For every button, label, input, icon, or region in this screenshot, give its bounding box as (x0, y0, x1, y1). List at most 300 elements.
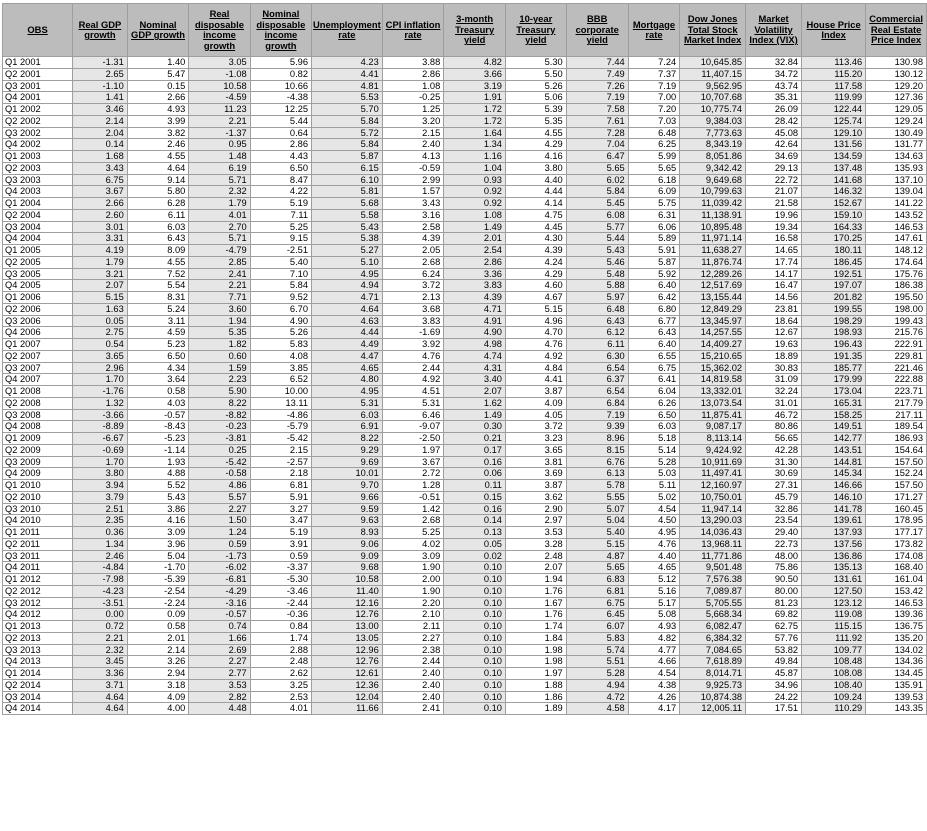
table-cell: 4.09 (127, 691, 189, 703)
table-cell: 5.10 (312, 256, 383, 268)
table-cell: 4.98 (444, 339, 506, 351)
table-cell: 108.48 (802, 656, 866, 668)
row-label: Q3 2008 (3, 409, 73, 421)
table-cell: 11,771.86 (680, 550, 746, 562)
row-label: Q2 2007 (3, 350, 73, 362)
table-cell: 6.31 (628, 209, 680, 221)
table-cell: 2.07 (73, 280, 128, 292)
table-row (3, 691, 927, 703)
table-cell: 2.44 (382, 362, 444, 374)
column-header: Mortgage rate (628, 4, 680, 57)
table-cell: 3.80 (505, 162, 566, 174)
table-cell: 45.79 (746, 491, 802, 503)
table-cell: 135.20 (866, 632, 927, 644)
table-cell: 8.93 (312, 527, 383, 539)
table-cell: 3.87 (505, 386, 566, 398)
table-cell: 6,082.47 (680, 621, 746, 633)
table-cell: 34.96 (746, 679, 802, 691)
table-cell: 222.91 (866, 339, 927, 351)
table-row (3, 386, 927, 398)
table-cell: 0.10 (444, 597, 506, 609)
table-row (3, 221, 927, 233)
table-cell: 3.96 (127, 538, 189, 550)
table-cell: 2.97 (505, 515, 566, 527)
table-cell: 4.94 (566, 679, 628, 691)
table-cell: 3.27 (250, 503, 311, 515)
table-cell: 5.26 (250, 327, 311, 339)
table-cell: 130.98 (866, 57, 927, 69)
table-cell: 5.15 (566, 538, 628, 550)
table-cell: 7.04 (566, 139, 628, 151)
table-cell: -8.43 (127, 421, 189, 433)
table-cell: 12.04 (312, 691, 383, 703)
table-cell: 198.29 (802, 315, 866, 327)
table-cell: 5.84 (250, 280, 311, 292)
table-cell: 2.00 (382, 574, 444, 586)
table-cell: 3.09 (127, 527, 189, 539)
table-cell: 3.31 (73, 233, 128, 245)
table-cell: -0.25 (382, 92, 444, 104)
table-cell: 157.50 (866, 480, 927, 492)
table-cell: 2.85 (189, 256, 250, 268)
table-cell: 192.51 (802, 268, 866, 280)
table-cell: 1.90 (382, 585, 444, 597)
table-cell: 154.64 (866, 444, 927, 456)
table-cell: 3.11 (127, 315, 189, 327)
table-cell: 6.43 (127, 233, 189, 245)
table-cell: 0.02 (444, 550, 506, 562)
table-row (3, 515, 927, 527)
table-cell: 2.77 (189, 668, 250, 680)
table-row (3, 609, 927, 621)
table-cell: 5.58 (312, 209, 383, 221)
table-cell: 5.80 (127, 186, 189, 198)
table-cell: 2.96 (73, 362, 128, 374)
table-cell: -6.67 (73, 433, 128, 445)
table-cell: 11.23 (189, 104, 250, 116)
table-cell: 11,875.41 (680, 409, 746, 421)
table-cell: 45.87 (746, 668, 802, 680)
table-cell: 2.90 (505, 503, 566, 515)
column-header: Commercial Real Estate Price Index (866, 4, 927, 57)
table-row (3, 209, 927, 221)
table-cell: 119.99 (802, 92, 866, 104)
table-cell: 0.93 (444, 174, 506, 186)
table-cell: 5.65 (628, 162, 680, 174)
table-cell: -0.51 (382, 491, 444, 503)
table-cell: 5.74 (566, 644, 628, 656)
row-label: Q1 2014 (3, 668, 73, 680)
table-cell: 143.52 (866, 209, 927, 221)
table-cell: 10.58 (312, 574, 383, 586)
table-cell: 6.70 (250, 303, 311, 315)
table-cell: 13,332.01 (680, 386, 746, 398)
table-cell: 4.71 (444, 303, 506, 315)
table-cell: -0.57 (189, 609, 250, 621)
table-cell: 115.20 (802, 68, 866, 80)
table-cell: 4.29 (505, 268, 566, 280)
table-cell: 12,289.26 (680, 268, 746, 280)
table-cell: 139.61 (802, 515, 866, 527)
table-cell: 195.50 (866, 292, 927, 304)
table-cell: 139.53 (866, 691, 927, 703)
table-cell: -1.70 (127, 562, 189, 574)
row-label: Q4 2008 (3, 421, 73, 433)
table-cell: 9.29 (312, 444, 383, 456)
table-cell: 2.35 (73, 515, 128, 527)
table-cell: 0.13 (444, 527, 506, 539)
table-cell: -5.79 (250, 421, 311, 433)
table-cell: 14.56 (746, 292, 802, 304)
row-label: Q4 2005 (3, 280, 73, 292)
table-cell: 2.21 (189, 115, 250, 127)
table-cell: 2.21 (73, 632, 128, 644)
row-label: Q4 2003 (3, 186, 73, 198)
table-row (3, 480, 927, 492)
row-label: Q3 2006 (3, 315, 73, 327)
table-cell: 6.52 (250, 374, 311, 386)
row-label: Q4 2007 (3, 374, 73, 386)
table-cell: 217.79 (866, 397, 927, 409)
table-cell: 9,384.03 (680, 115, 746, 127)
table-cell: -2.50 (382, 433, 444, 445)
table-cell: 222.88 (866, 374, 927, 386)
table-cell: 5.44 (566, 233, 628, 245)
table-cell: 12,517.69 (680, 280, 746, 292)
table-cell: 141.68 (802, 174, 866, 186)
column-header: BBB corporate yield (566, 4, 628, 57)
table-cell: 12,160.97 (680, 480, 746, 492)
table-cell: 6.75 (73, 174, 128, 186)
macro-scenario-table (2, 3, 927, 715)
table-cell: 2.72 (382, 468, 444, 480)
table-cell: 145.34 (802, 468, 866, 480)
table-cell: 7.00 (628, 92, 680, 104)
table-cell: 5.35 (189, 327, 250, 339)
table-cell: 3.26 (127, 656, 189, 668)
row-label: Q2 2002 (3, 115, 73, 127)
table-cell: 6.76 (566, 456, 628, 468)
row-label: Q1 2009 (3, 433, 73, 445)
table-cell: 9.06 (312, 538, 383, 550)
column-header: OBS (3, 4, 73, 57)
table-cell: 5.46 (566, 256, 628, 268)
table-cell: 196.43 (802, 339, 866, 351)
table-cell: 0.10 (444, 574, 506, 586)
table-cell: 4.23 (312, 57, 383, 69)
table-row (3, 256, 927, 268)
table-cell: 175.76 (866, 268, 927, 280)
table-cell: 4.09 (505, 397, 566, 409)
table-cell: 9.69 (312, 456, 383, 468)
table-cell: 3.68 (382, 303, 444, 315)
table-cell: 0.15 (127, 80, 189, 92)
table-cell: 10,775.74 (680, 104, 746, 116)
table-cell: 215.76 (866, 327, 927, 339)
row-label: Q4 2002 (3, 139, 73, 151)
table-cell: 6.43 (566, 315, 628, 327)
table-row (3, 585, 927, 597)
table-cell: -3.16 (189, 597, 250, 609)
table-cell: 2.86 (382, 68, 444, 80)
table-cell: 5.54 (127, 280, 189, 292)
table-cell: 6.84 (566, 397, 628, 409)
table-cell: -4.86 (250, 409, 311, 421)
table-cell: 0.59 (189, 538, 250, 550)
table-cell: 8,343.19 (680, 139, 746, 151)
table-cell: 7,089.87 (680, 585, 746, 597)
table-cell: 9.68 (312, 562, 383, 574)
table-cell: 8.22 (312, 433, 383, 445)
table-cell: 2.27 (189, 503, 250, 515)
table-cell: 62.75 (746, 621, 802, 633)
table-cell: 134.59 (802, 151, 866, 163)
table-cell: 90.50 (746, 574, 802, 586)
table-cell: 4.39 (505, 245, 566, 257)
table-cell: 174.08 (866, 550, 927, 562)
table-cell: 13,968.11 (680, 538, 746, 550)
table-cell: 0.05 (73, 315, 128, 327)
table-cell: 6.75 (628, 362, 680, 374)
table-cell: 152.24 (866, 468, 927, 480)
column-header: House Price Index (802, 4, 866, 57)
table-cell: 2.58 (382, 221, 444, 233)
table-cell: 4.70 (505, 327, 566, 339)
table-cell: 4.29 (505, 139, 566, 151)
table-cell: 179.99 (802, 374, 866, 386)
table-cell: 9,342.42 (680, 162, 746, 174)
row-label: Q4 2013 (3, 656, 73, 668)
table-row (3, 92, 927, 104)
table-cell: 4.40 (505, 174, 566, 186)
table-cell: 2.66 (127, 92, 189, 104)
table-cell: 1.59 (189, 362, 250, 374)
table-cell: 1.25 (382, 104, 444, 116)
table-cell: 9.39 (566, 421, 628, 433)
table-cell: 5.19 (250, 527, 311, 539)
table-cell: 6.18 (628, 174, 680, 186)
table-cell: 32.84 (746, 57, 802, 69)
table-cell: 2.20 (382, 597, 444, 609)
table-cell: 3.36 (444, 268, 506, 280)
table-cell: 4.45 (505, 221, 566, 233)
row-label: Q3 2007 (3, 362, 73, 374)
table-cell: 9,562.95 (680, 80, 746, 92)
table-cell: 6.54 (566, 386, 628, 398)
table-row (3, 550, 927, 562)
table-cell: 0.16 (444, 456, 506, 468)
row-label: Q3 2005 (3, 268, 73, 280)
table-cell: 4.44 (312, 327, 383, 339)
table-cell: 2.10 (382, 609, 444, 621)
table-cell: 191.35 (802, 350, 866, 362)
table-cell: 4.58 (566, 703, 628, 715)
table-row (3, 444, 927, 456)
table-cell: 9.52 (250, 292, 311, 304)
table-cell: 4.95 (312, 268, 383, 280)
table-cell: 143.35 (866, 703, 927, 715)
table-cell: 17.51 (746, 703, 802, 715)
table-cell: 4.63 (312, 315, 383, 327)
table-cell: 3.65 (73, 350, 128, 362)
table-cell: 10.01 (312, 468, 383, 480)
table-cell: 3.05 (189, 57, 250, 69)
table-cell: 127.50 (802, 585, 866, 597)
table-cell: 5.25 (250, 221, 311, 233)
table-cell: 0.54 (73, 339, 128, 351)
table-cell: 11,138.91 (680, 209, 746, 221)
table-cell: 10,799.63 (680, 186, 746, 198)
table-cell: 198.00 (866, 303, 927, 315)
row-label: Q3 2014 (3, 691, 73, 703)
table-row (3, 491, 927, 503)
table-cell: 4.02 (382, 538, 444, 550)
table-cell: 0.10 (444, 691, 506, 703)
table-cell: 14,819.58 (680, 374, 746, 386)
table-cell: 168.40 (866, 562, 927, 574)
table-cell: 173.82 (866, 538, 927, 550)
table-cell: 0.58 (127, 386, 189, 398)
table-cell: 5.08 (628, 609, 680, 621)
table-cell: 5.07 (566, 503, 628, 515)
table-cell: 6.06 (628, 221, 680, 233)
table-cell: -0.57 (127, 409, 189, 421)
table-cell: 0.92 (444, 186, 506, 198)
table-cell: 2.18 (250, 468, 311, 480)
table-cell: 0.10 (444, 562, 506, 574)
table-cell: 11.40 (312, 585, 383, 597)
table-cell: 3.53 (189, 679, 250, 691)
table-cell: 7.58 (566, 104, 628, 116)
table-cell: 6.02 (566, 174, 628, 186)
table-cell: 1.66 (189, 632, 250, 644)
table-cell: 180.11 (802, 245, 866, 257)
table-cell: 5.43 (566, 245, 628, 257)
table-cell: 2.05 (382, 245, 444, 257)
table-cell: 7.11 (250, 209, 311, 221)
table-cell: -3.81 (189, 433, 250, 445)
table-cell: 1.34 (73, 538, 128, 550)
table-cell: 4.86 (189, 480, 250, 492)
table-cell: -0.23 (189, 421, 250, 433)
row-label: Q3 2004 (3, 221, 73, 233)
table-cell: 2.68 (382, 515, 444, 527)
table-cell: 6.46 (382, 409, 444, 421)
row-label: Q2 2008 (3, 397, 73, 409)
table-cell: 24.22 (746, 691, 802, 703)
row-label: Q4 2012 (3, 609, 73, 621)
table-cell: 5.99 (628, 151, 680, 163)
table-cell: 42.28 (746, 444, 802, 456)
row-label: Q1 2010 (3, 480, 73, 492)
table-cell: -8.82 (189, 409, 250, 421)
table-cell: 3.09 (382, 550, 444, 562)
table-cell: 1.63 (73, 303, 128, 315)
table-cell: 110.29 (802, 703, 866, 715)
table-cell: 146.66 (802, 480, 866, 492)
table-cell: 9.09 (312, 550, 383, 562)
table-cell: 4.55 (127, 151, 189, 163)
table-cell: 3.88 (382, 57, 444, 69)
table-cell: 152.67 (802, 198, 866, 210)
table-cell: -3.46 (250, 585, 311, 597)
table-cell: 3.40 (444, 374, 506, 386)
table-cell: 5.30 (505, 57, 566, 69)
row-label: Q1 2002 (3, 104, 73, 116)
table-cell: 5.28 (566, 668, 628, 680)
table-cell: 6.03 (312, 409, 383, 421)
table-cell: 4.24 (505, 256, 566, 268)
row-label: Q2 2010 (3, 491, 73, 503)
table-cell: 4.94 (312, 280, 383, 292)
table-cell: 5.16 (628, 585, 680, 597)
table-cell: 0.16 (444, 503, 506, 515)
table-cell: 5.12 (628, 574, 680, 586)
table-cell: 8,113.14 (680, 433, 746, 445)
table-cell: 135.93 (866, 162, 927, 174)
table-row (3, 703, 927, 715)
table-cell: 30.83 (746, 362, 802, 374)
row-label: Q1 2012 (3, 574, 73, 586)
table-cell: -1.10 (73, 80, 128, 92)
table-cell: 1.76 (505, 609, 566, 621)
table-cell: 8,051.86 (680, 151, 746, 163)
table-cell: 5.57 (189, 491, 250, 503)
row-label: Q4 2004 (3, 233, 73, 245)
table-cell: -1.69 (382, 327, 444, 339)
table-cell: 12.67 (746, 327, 802, 339)
table-cell: 4.66 (628, 656, 680, 668)
table-cell: 4.84 (505, 362, 566, 374)
table-cell: 153.42 (866, 585, 927, 597)
table-cell: 5.51 (566, 656, 628, 668)
table-cell: 6.42 (628, 292, 680, 304)
table-cell: 129.10 (802, 127, 866, 139)
table-cell: 3.53 (505, 527, 566, 539)
table-cell: 5.19 (250, 198, 311, 210)
table-cell: 4.26 (628, 691, 680, 703)
table-cell: 4.16 (127, 515, 189, 527)
table-cell: 4.65 (312, 362, 383, 374)
table-cell: 9,087.17 (680, 421, 746, 433)
table-cell: 0.10 (444, 644, 506, 656)
table-cell: 0.82 (250, 68, 311, 80)
table-cell: 223.71 (866, 386, 927, 398)
table-cell: 6.03 (628, 421, 680, 433)
table-cell: 1.94 (189, 315, 250, 327)
table-cell: 3.80 (73, 468, 128, 480)
table-cell: 3.71 (73, 679, 128, 691)
row-label: Q1 2008 (3, 386, 73, 398)
table-cell: 8.47 (250, 174, 311, 186)
table-cell: 4.76 (382, 350, 444, 362)
table-cell: 1.97 (505, 668, 566, 680)
table-cell: 1.62 (444, 397, 506, 409)
table-cell: 4.49 (312, 339, 383, 351)
table-cell: 2.94 (127, 668, 189, 680)
table-cell: 1.48 (189, 151, 250, 163)
table-cell: 30.69 (746, 468, 802, 480)
table-cell: 141.22 (866, 198, 927, 210)
table-cell: 1.42 (382, 503, 444, 515)
table-cell: 1.04 (444, 162, 506, 174)
table-cell: 5.28 (628, 456, 680, 468)
table-cell: 0.05 (444, 538, 506, 550)
table-row (3, 433, 927, 445)
table-cell: 3.83 (444, 280, 506, 292)
table-cell: 1.64 (444, 127, 506, 139)
row-label: Q4 2006 (3, 327, 73, 339)
